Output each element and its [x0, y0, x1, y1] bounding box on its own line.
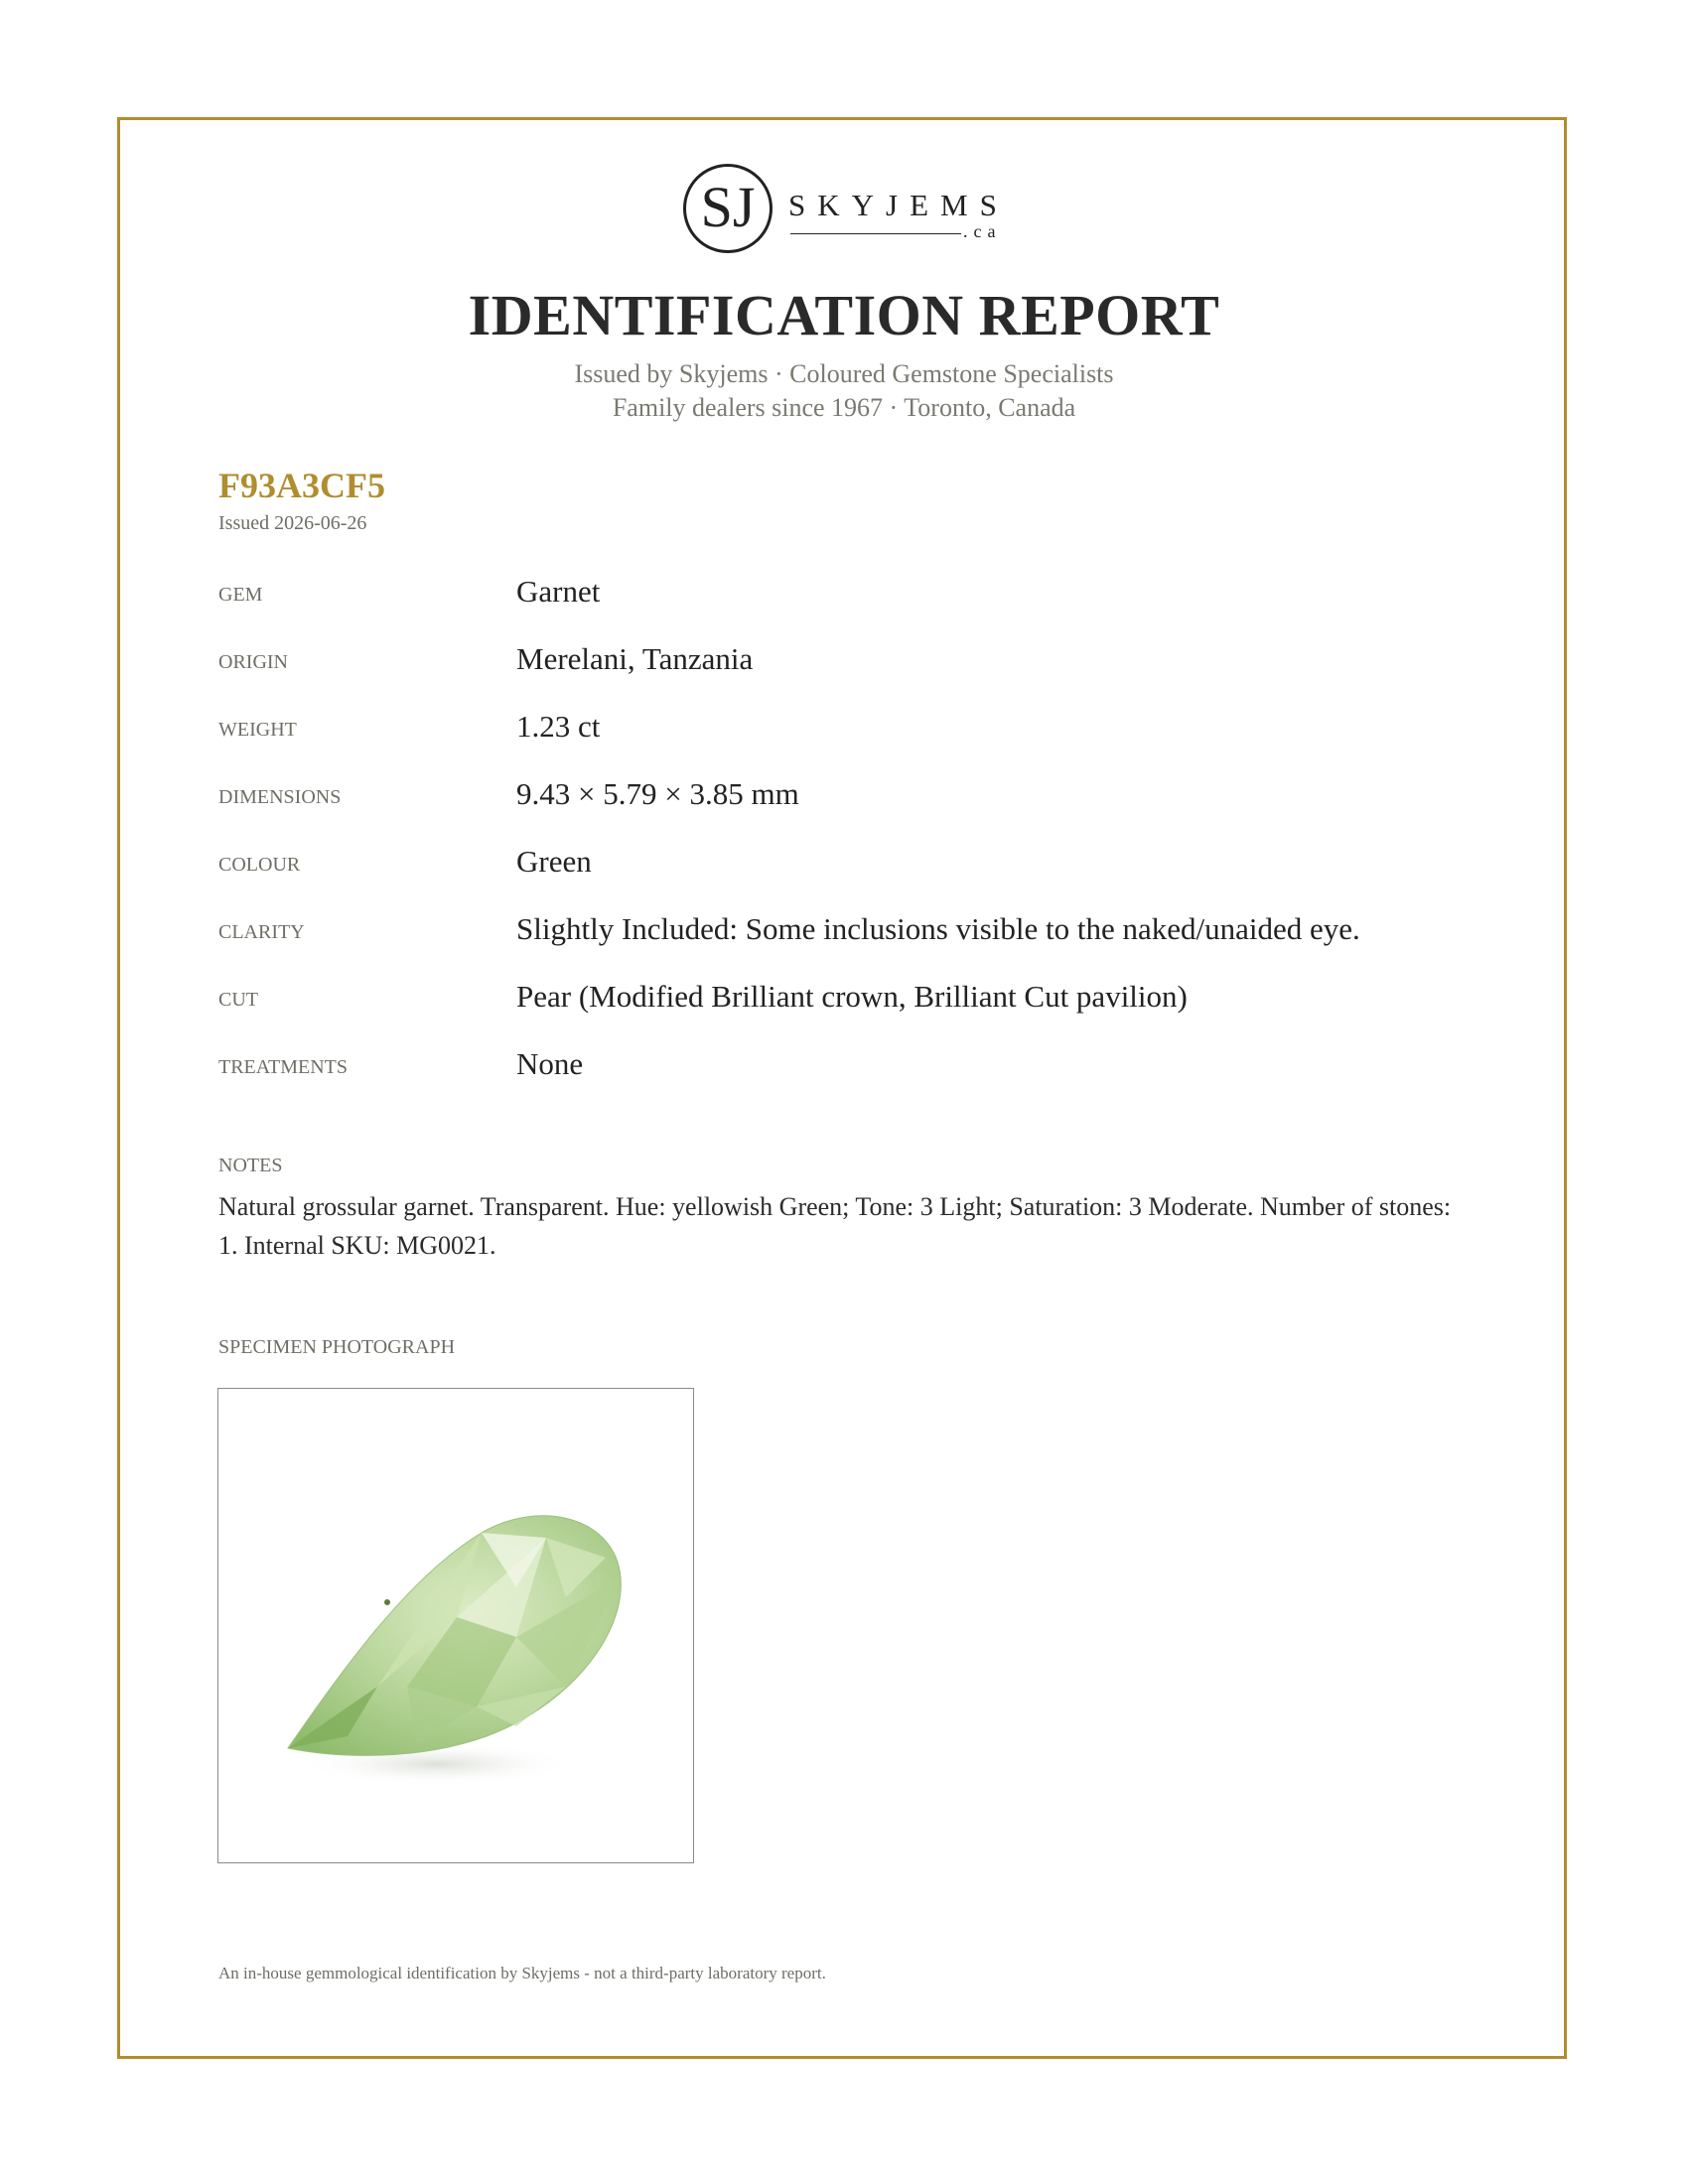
field-label: WEIGHT: [218, 719, 297, 741]
photo-label: SPECIMEN PHOTOGRAPH: [218, 1336, 456, 1358]
skyjems-logo: [683, 164, 1011, 263]
specimen-photo: [217, 1388, 694, 1863]
field-row-treatments: [218, 1046, 1470, 1086]
notes-text: Natural grossular garnet. Transparent. Hue: yellowish Green; Tone: 3 Light; Saturation: 3 Moderate. Number of stones: 1. Internal SKU: MG0021.: [218, 1192, 1452, 1260]
logo-rule: [790, 233, 961, 234]
field-label: DIMENSIONS: [218, 786, 342, 808]
subtitle-issuer: Issued by Skyjems · Coloured Gemstone Specialists: [574, 359, 1114, 388]
field-row-cut: [218, 979, 1470, 1019]
field-row-dimensions: [218, 776, 1470, 816]
footer-disclaimer: An in-house gemmological identification by Skyjems - not a third-party laboratory report.: [218, 1964, 826, 1982]
field-row-gem: [218, 574, 1470, 614]
logo-monogram: SJ: [683, 164, 773, 253]
field-label: GEM: [218, 584, 263, 606]
subtitle-location: Family dealers since 1967 · Toronto, Canada: [612, 393, 1076, 422]
field-label: ORIGIN: [218, 651, 288, 673]
field-row-weight: [218, 709, 1470, 749]
field-value: None: [516, 1046, 584, 1081]
field-value: Merelani, Tanzania: [516, 641, 754, 676]
field-value: 9.43 × 5.79 × 3.85 mm: [516, 776, 799, 811]
issue-date: Issued 2026-06-26: [218, 512, 367, 534]
field-value: 1.23 ct: [516, 709, 601, 744]
report-title: IDENTIFICATION REPORT: [468, 283, 1220, 347]
notes-label: NOTES: [218, 1155, 283, 1176]
field-value: Garnet: [516, 574, 601, 609]
field-label: CUT: [218, 989, 258, 1011]
field-row-clarity: [218, 911, 1470, 951]
field-value: Slightly Included: Some inclusions visible to the naked/unaided eye.: [516, 911, 1360, 946]
field-value: Green: [516, 844, 592, 879]
gemstone-image: [218, 1389, 694, 1863]
logo-wordmark: SKYJEMS: [788, 188, 1009, 222]
field-label: CLARITY: [218, 921, 305, 943]
report-id: F93A3CF5: [218, 466, 385, 505]
field-value: Pear (Modified Brilliant crown, Brilliant Cut pavilion): [516, 979, 1188, 1014]
logo-tld: .ca: [963, 221, 1002, 241]
field-row-colour: [218, 844, 1470, 884]
field-label: TREATMENTS: [218, 1056, 348, 1078]
field-row-origin: [218, 641, 1470, 681]
field-label: COLOUR: [218, 854, 301, 876]
